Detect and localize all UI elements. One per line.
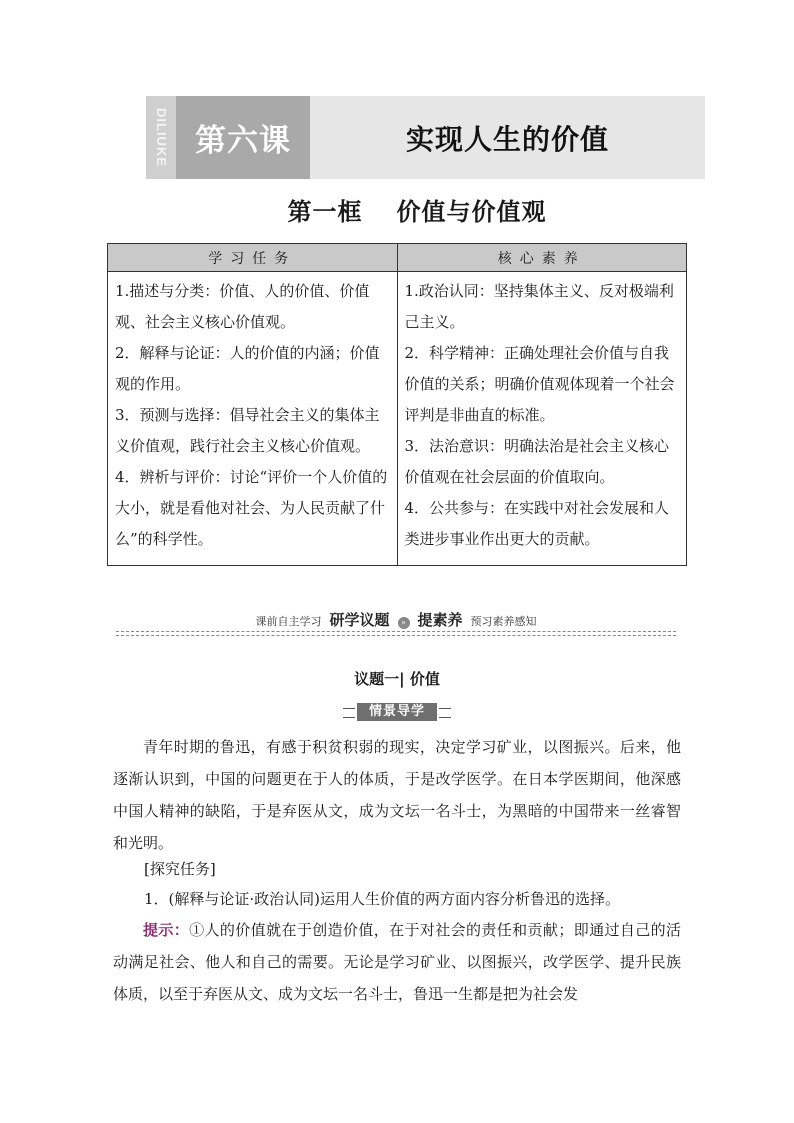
table-header-row (108, 244, 687, 272)
task-item-1: 1.描述与分类：价值、人的价值、价值观、社会主义核心价值观。 (115, 282, 370, 331)
header-learning-tasks: 学习任务 (108, 244, 398, 272)
task-item-4: 4．辨析与评价：讨论“评价一个人价值的大小，就是看他对社会、为人民贡献了什么”的科学性。 (115, 468, 388, 548)
task-item-2: 2．解释与论证：人的价值的内涵；价值观的作用。 (115, 344, 380, 393)
task-heading: [探究任务] (144, 860, 216, 878)
scene-tag: 情景导学 (357, 703, 437, 721)
divider-title-2: 提素养 (417, 611, 463, 629)
goals-table (107, 243, 687, 566)
lesson-banner (146, 96, 705, 179)
lesson-number: 第六课 (176, 96, 310, 179)
table-row (108, 272, 687, 566)
literacy-item-3: 3．法治意识：明确法治是社会主义核心价值观在社会层面的价值取向。 (404, 437, 670, 486)
learning-tasks-cell (108, 272, 398, 566)
hint-label: 提示： (143, 921, 190, 939)
hint-paragraph (113, 914, 681, 1010)
section-subtitle (0, 192, 794, 227)
divider-title-1: 研学议题 (329, 611, 390, 629)
core-literacy-cell (397, 272, 687, 566)
literacy-item-4: 4．公共参与：在实践中对社会发展和人类进步事业作出更大的贡献。 (404, 499, 670, 548)
lesson-title: 实现人生的价值 (405, 122, 609, 156)
divider-rule (116, 631, 676, 636)
subtitle-part: 第一框 (287, 198, 363, 226)
section-divider (116, 609, 676, 633)
topic-heading: 议题一| 价值 (354, 670, 440, 688)
story-paragraph: 青年时期的鲁迅，有感于积贫积弱的现实，决定学习矿业，以图振兴。后来，他逐渐认识到，中国的问题更在于人的体质，于是改学医学。在日本学医期间，他深感中国人精神的缺陷，于是弃医从文，成为文坛一名斗士，为黑暗的中国带来一丝睿智和光明。 (113, 738, 681, 852)
literacy-item-2: 2．科学精神：正确处理社会价值与自我价值的关系；明确价值观体现着一个社会评判是非曲直的标准。 (404, 344, 675, 424)
divider-right-label: 预习素养感知 (470, 615, 537, 628)
literacy-item-1: 1.政治认同：坚持集体主义、反对极端利己主义。 (404, 282, 674, 331)
task-question: 1．(解释与论证·政治认同)运用人生价值的两方面内容分析鲁迅的选择。 (144, 890, 621, 908)
header-core-literacy: 核心素养 (397, 244, 687, 272)
subtitle-title: 价值与价值观 (396, 198, 547, 226)
divider-left-label: 课前自主学习 (255, 615, 322, 628)
task-item-3: 3．预测与选择：倡导社会主义的集体主义价值观，践行社会主义核心价值观。 (115, 406, 380, 455)
hint-text: ①人的价值就在于创造价值，在于对社会的责任和贡献；即通过自己的活动满足社会、他人和自己的需要。无论是学习矿业、以图振兴，改学医学、提升民族体质，以至于弃医从文、成为文坛一名斗士，鲁迅一生都是把为社会发 (113, 921, 681, 1003)
banner-side-text: DILIUKE (146, 96, 176, 179)
divider-arrow-icon: » (398, 617, 410, 629)
